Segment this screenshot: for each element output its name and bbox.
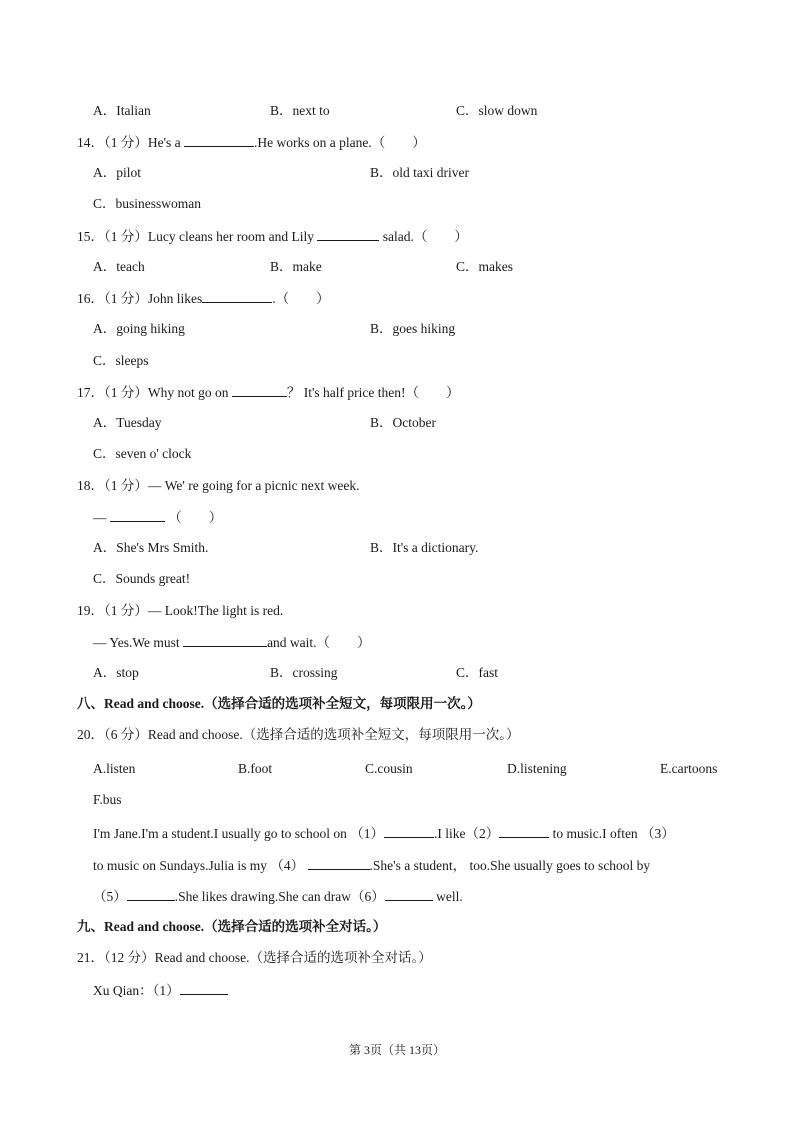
q21-title: 21．（12 分）Read and choose.（选择合适的选项补全对话。）	[77, 950, 432, 965]
q20-passage-text: to music on Sundays.Julia is my （4）	[93, 858, 305, 873]
q14-option-b: B．old taxi driver	[370, 165, 469, 180]
q14-option-a: A．pilot	[93, 165, 142, 180]
q19-question: 19．（1 分）— Look!The light is red.	[77, 603, 284, 618]
q20-blank-4	[308, 856, 370, 870]
q16-option-a: A．going hiking	[93, 321, 185, 336]
q17-blank	[232, 383, 287, 397]
q17-suffix: ？ It's half price then!（ ）	[286, 385, 460, 400]
q20-passage-text: .She's a student， too.She usually goes to school by	[369, 858, 651, 873]
q21-speaker: Xu Qian：（1）	[93, 983, 180, 998]
q18-option-a: A．She's Mrs Smith.	[93, 540, 209, 555]
q20-blank-6	[385, 887, 433, 901]
q20-passage-line-2	[93, 856, 650, 875]
q19-suffix: and wait.（ ）	[267, 635, 371, 650]
q20-title: 20．（6 分）Read and choose.（选择合适的选项补全短文，每项限用一次。）	[77, 727, 520, 742]
page-footer: 第 3页（共 13页）	[348, 1043, 445, 1057]
q14-blank	[184, 133, 254, 147]
q20-passage-text: .She likes drawing.She can draw（6）	[174, 889, 385, 904]
q15-blank	[317, 227, 379, 241]
q18-option-c: C．Sounds great!	[93, 571, 191, 586]
q13-option-a: A．Italian	[93, 103, 151, 118]
q20-blank-5	[127, 887, 175, 901]
q17-option-b: B．October	[370, 415, 436, 430]
q14-question	[77, 133, 426, 152]
q14-suffix: .He works on a plane.（ ）	[254, 135, 426, 150]
q15-option-b: B．make	[270, 259, 322, 274]
section-8-heading: 八、Read and choose.（选择合适的选项补全短文，每项限用一次。）	[77, 696, 481, 711]
q19-response	[93, 633, 371, 652]
q16-option-b: B．goes hiking	[370, 321, 456, 336]
q14-prefix: 14．（1 分）He's a	[77, 135, 185, 150]
q15-option-c: C．makes	[456, 259, 513, 274]
q17-option-a: A．Tuesday	[93, 415, 162, 430]
q20-choice-a: A.listen	[93, 761, 136, 776]
q20-choice-e: E.cartoons	[660, 761, 718, 776]
q15-option-a: A．teach	[93, 259, 145, 274]
q18-question: 18．（1 分）— We' re going for a picnic next week.	[77, 478, 360, 493]
q19-option-b: B．crossing	[270, 665, 338, 680]
q17-option-c: C．seven o' clock	[93, 446, 192, 461]
q15-suffix: salad.（ ）	[379, 229, 468, 244]
q15-prefix: 15．（1 分）Lucy cleans her room and Lily	[77, 229, 318, 244]
q19-blank	[183, 633, 267, 647]
q16-suffix: .（ ）	[272, 291, 330, 306]
q17-prefix: 17．（1 分）Why not go on	[77, 385, 232, 400]
q16-question	[77, 289, 330, 308]
q20-passage-text: （5）	[93, 889, 127, 904]
q13-option-c: C．slow down	[456, 103, 538, 118]
q19-prefix: — Yes.We must	[93, 635, 184, 650]
q20-choice-d: D.listening	[507, 761, 567, 776]
q20-passage-text: I'm Jane.I'm a student.I usually go to school on （1）	[93, 826, 384, 841]
q18-option-b: B．It's a dictionary.	[370, 540, 479, 555]
q20-choice-b: B.foot	[238, 761, 273, 776]
q16-prefix: 16．（1 分）John likes	[77, 291, 203, 306]
q21-blank-1	[180, 981, 228, 995]
q21-dialogue-line-1	[93, 981, 228, 1000]
q18-blank	[110, 508, 165, 522]
q13-option-b: B．next to	[270, 103, 330, 118]
q14-option-c: C．businesswoman	[93, 196, 201, 211]
q20-passage-text: to music.I often （3）	[549, 826, 675, 841]
q16-blank	[202, 289, 272, 303]
q20-choice-f: F.bus	[93, 792, 122, 807]
q20-choice-c: C.cousin	[365, 761, 413, 776]
q19-option-c: C．fast	[456, 665, 498, 680]
q20-passage-line-1	[93, 824, 675, 843]
q20-passage-line-3	[93, 887, 463, 906]
q18-response	[93, 508, 222, 527]
q20-blank-2	[499, 824, 549, 838]
q20-passage-text: .I like（2）	[433, 826, 500, 841]
q18-paren: （ ）	[168, 510, 223, 525]
q17-question	[77, 383, 460, 402]
q20-passage-text: well.	[432, 889, 463, 904]
section-9-heading: 九、Read and choose.（选择合适的选项补全对话。）	[77, 919, 387, 934]
q19-option-a: A．stop	[93, 665, 139, 680]
q15-question	[77, 227, 468, 246]
q20-blank-1	[384, 824, 434, 838]
q16-option-c: C．sleeps	[93, 353, 149, 368]
q18-dash: —	[93, 510, 110, 525]
